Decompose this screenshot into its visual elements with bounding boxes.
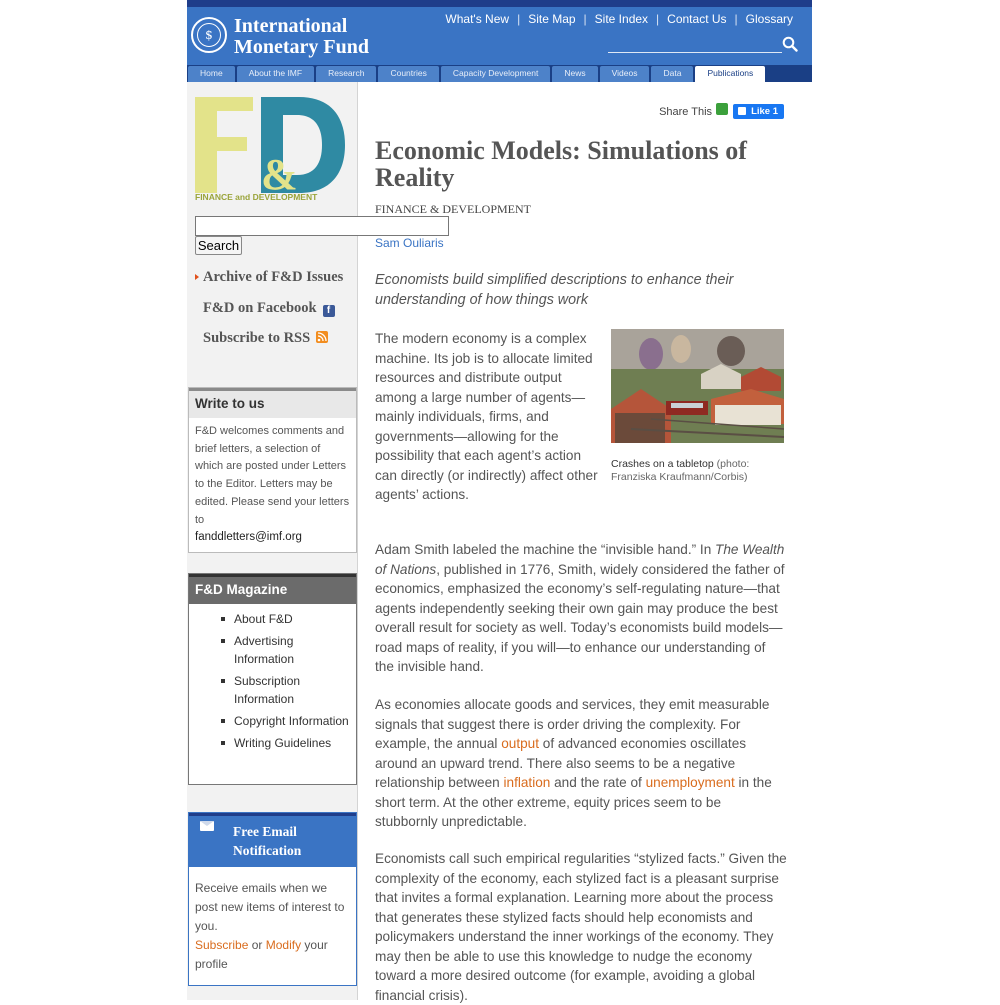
magazine-item-advertising[interactable]: Advertising Information xyxy=(221,632,356,668)
tab-home[interactable]: Home xyxy=(188,66,235,82)
email-notification-box xyxy=(188,812,357,986)
magazine-item-subscription[interactable]: Subscription Information xyxy=(221,672,356,708)
link-site-index[interactable]: Site Index xyxy=(594,12,649,26)
unemployment-link[interactable]: unemployment xyxy=(645,775,735,790)
rss-link[interactable] xyxy=(203,330,328,347)
magazine-item-about[interactable]: About F&D xyxy=(221,610,356,628)
write-to-us-box xyxy=(188,387,357,553)
tab-about-the-imf[interactable]: About the IMF xyxy=(237,66,314,82)
share-bar xyxy=(659,104,784,119)
link-whats-new[interactable]: What's New xyxy=(445,12,510,26)
modify-link[interactable]: Modify xyxy=(265,938,302,952)
archive-link[interactable] xyxy=(203,269,343,286)
inflation-link[interactable]: inflation xyxy=(503,775,551,790)
header-top-line xyxy=(187,0,812,7)
letters-email-link[interactable]: fanddletters@imf.org xyxy=(195,531,302,544)
facebook-like-button[interactable]: Like 1 xyxy=(733,104,784,119)
fd-magazine-box xyxy=(188,573,357,785)
site-header xyxy=(187,7,812,65)
fd-logo-ampersand: & xyxy=(261,150,298,199)
tabletop-train-photo xyxy=(611,329,784,443)
left-sidebar xyxy=(187,82,358,1000)
magazine-item-copyright[interactable]: Copyright Information xyxy=(221,712,356,730)
facebook-link[interactable] xyxy=(203,300,335,317)
author-link[interactable]: Sam Ouliaris xyxy=(375,236,444,250)
link-contact-us[interactable]: Contact Us xyxy=(667,12,727,26)
search-icon[interactable] xyxy=(782,36,798,52)
imf-logo-text[interactable] xyxy=(234,16,369,58)
facebook-link-label: F&D on Facebook xyxy=(203,300,317,316)
photo-caption: Crashes on a tabletop (photo: Franziska Kraufmann/Corbis) xyxy=(611,458,750,483)
output-link[interactable]: output xyxy=(501,736,540,751)
imf-seal-icon[interactable]: $ xyxy=(191,17,227,53)
tab-publications[interactable]: Publications xyxy=(695,66,765,83)
archive-link-label: Archive of F&D Issues xyxy=(203,269,344,285)
fd-logo[interactable] xyxy=(195,97,347,205)
envelope-icon xyxy=(200,821,214,831)
article-kicker: FINANCE & DEVELOPMENT xyxy=(375,202,531,216)
link-glossary[interactable]: Glossary xyxy=(745,12,793,26)
link-site-map[interactable]: Site Map xyxy=(528,12,576,26)
fd-logo-subtitle: FINANCE and DEVELOPMENT xyxy=(195,192,318,202)
arrow-right-icon xyxy=(195,274,199,280)
paragraph-4: Economists call such empirical regularities “stylized facts.” Given the complexity of the economy, each stylized fact is a pleasant surprise that invites a formal explanation. Learning more about the process that generates these stylized facts should help economists and policymakers understand the inner workings of the economy. They may then be able to use this knowledge to nudge the economy toward a more desired outcome (for example, avoiding a global financial crisis). xyxy=(375,851,787,1003)
site-search-input[interactable] xyxy=(608,52,782,53)
tab-countries[interactable]: Countries xyxy=(378,66,438,82)
subscribe-link[interactable]: Subscribe xyxy=(195,938,249,952)
article-title: Economic Models: Simulations of Reality xyxy=(375,136,747,192)
tab-data[interactable]: Data xyxy=(651,66,693,82)
tab-news[interactable]: News xyxy=(552,66,597,82)
logo-line-1: International xyxy=(234,15,348,37)
paragraph-1: The modern economy is a complex machine. Its job is to allocate limited resources and distribute output among a large number of agents—mainly individuals, firms, and governments—allowing for the possibility that each agent’s action can directly (or indirectly) affect other agents’ actions. xyxy=(375,331,598,502)
fd-magazine-list xyxy=(189,604,356,752)
rss-link-label: Subscribe to RSS xyxy=(203,330,311,346)
magazine-item-writing-guidelines[interactable]: Writing Guidelines xyxy=(221,734,356,752)
tab-capacity-development[interactable]: Capacity Development xyxy=(441,66,551,82)
rss-icon xyxy=(316,331,328,343)
share-icon[interactable] xyxy=(716,103,728,115)
search-button[interactable]: Search xyxy=(195,236,242,255)
write-to-us-text: F&D welcomes comments and brief letters, a selection of which are posted under Letters to the Editor. Letters may be edited. Please send your letters to fanddletters@imf.org xyxy=(195,425,350,544)
paragraph-2: Adam Smith labeled the machine the “invisible hand.” In The Wealth of Nations, published in 1776, Smith, widely considered the father of economics, emphasized the economy’s self-regulating nature—that agents independently seeking their own gain may produce the best overall result for society as well. Today’s economists build models—road maps of reality, if you will—to enhance our understanding of the invisible hand. xyxy=(375,542,785,674)
logo-line-2: Monetary Fund xyxy=(234,36,369,58)
write-to-us-title: Write to us xyxy=(189,388,356,418)
article-deck: Economists build simplified descriptions to enhance their understanding of how things work xyxy=(375,272,734,308)
fd-magazine-title: F&D Magazine xyxy=(189,574,356,604)
main-nav xyxy=(187,65,812,82)
page xyxy=(187,0,812,1003)
tab-videos[interactable]: Videos xyxy=(600,66,650,82)
top-links: What's New | Site Map | Site Index | Contact Us | Glossary xyxy=(445,12,793,26)
fd-search-input[interactable] xyxy=(195,216,449,236)
share-label[interactable]: Share This xyxy=(659,105,713,118)
tab-research[interactable]: Research xyxy=(316,66,376,82)
paragraph-3: As economies allocate goods and services, they emit measurable signals that suggest there is order driving the complexity. For example, the annual output of advanced economies oscillates around an upward trend. There also seems to be a negative relationship between inflation and the rate of unemployment in the short term. At the other extreme, equity prices seem to be stubbornly unpredictable. xyxy=(375,697,772,829)
facebook-icon: f xyxy=(323,305,335,317)
email-notification-title: Free Email Notification xyxy=(189,813,356,867)
email-notification-text: Receive emails when we post new items of interest to you. Subscribe or Modify your profile xyxy=(195,881,345,971)
